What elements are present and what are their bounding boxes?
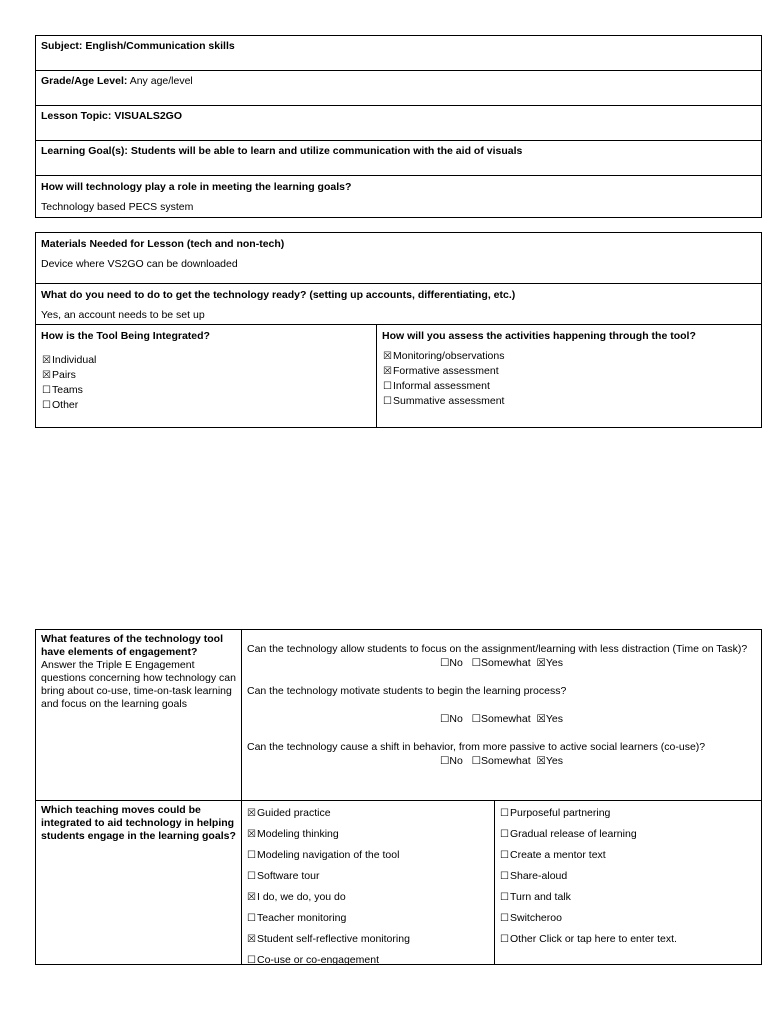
engagement-options-3 xyxy=(247,754,756,769)
move-label: Gradual release of learning xyxy=(510,828,637,840)
move-option[interactable] xyxy=(246,887,490,908)
ready-answer: Yes, an account needs to be set up xyxy=(41,309,205,321)
checkbox-icon: ☐ xyxy=(247,871,256,882)
checkbox-icon: ☐ xyxy=(500,808,509,819)
checkbox-icon: ☐ xyxy=(500,913,509,924)
option-yes[interactable]: ☒Yes xyxy=(536,755,564,767)
move-label: Purposeful partnering xyxy=(510,807,611,819)
checkbox-icon: ☐ xyxy=(247,913,256,924)
move-option[interactable] xyxy=(499,824,757,845)
goal-row xyxy=(36,141,761,176)
move-label: Share-aloud xyxy=(510,870,568,882)
move-option[interactable] xyxy=(246,950,490,971)
move-label: Other Click or tap here to enter text. xyxy=(510,933,677,945)
engagement-options-1 xyxy=(247,656,756,671)
checkbox-icon: ☒ xyxy=(247,808,256,819)
checkbox-icon: ☒ xyxy=(383,351,392,362)
integration-option[interactable] xyxy=(41,353,371,368)
option-yes[interactable]: ☒Yes xyxy=(536,657,564,669)
move-label: Software tour xyxy=(257,870,320,882)
grade-row xyxy=(36,71,761,106)
ready-question: What do you need to do to get the technology ready? (setting up accounts, differentiating, etc.) xyxy=(41,289,516,301)
grade-value: Any age/level xyxy=(129,75,193,87)
goal-label: Learning Goal(s): xyxy=(41,145,128,157)
move-option[interactable] xyxy=(246,824,490,845)
engagement-table xyxy=(35,629,762,965)
move-option[interactable] xyxy=(499,866,757,887)
move-label: I do, we do, you do xyxy=(257,891,346,903)
ready-row xyxy=(36,284,761,325)
move-label: Co-use or co-engagement xyxy=(257,954,379,966)
engagement-row xyxy=(36,630,761,801)
option-somewhat[interactable]: ☐Somewhat xyxy=(471,713,531,725)
checkbox-icon: ☐ xyxy=(247,850,256,861)
topic-value: VISUALS2GO xyxy=(114,110,183,122)
checkbox-icon: ☒ xyxy=(42,370,51,381)
checkbox-icon: ☒ xyxy=(247,829,256,840)
option-label: Informal assessment xyxy=(393,380,490,392)
engagement-options-2 xyxy=(247,712,756,727)
engagement-note: Answer the Triple E Engagement questions concerning how technology can bring about co-use, time-on-task learning and focus on the learning goals xyxy=(41,659,236,710)
tech-role-answer: Technology based PECS system xyxy=(41,201,194,213)
teaching-moves-question: Which teaching moves could be integrated to aid technology in helping students engage in the learning goals? xyxy=(41,804,236,842)
move-option[interactable] xyxy=(499,803,757,824)
lesson-info-table xyxy=(35,35,762,218)
engagement-prompt-cell xyxy=(36,630,242,800)
move-option[interactable] xyxy=(246,908,490,929)
move-option[interactable] xyxy=(499,908,757,929)
checkbox-icon: ☐ xyxy=(500,934,509,945)
integration-option[interactable] xyxy=(41,383,371,398)
move-option[interactable] xyxy=(246,866,490,887)
move-label: Student self-reflective monitoring xyxy=(257,933,410,945)
checkbox-icon: ☐ xyxy=(383,381,392,392)
checkbox-icon: ☐ xyxy=(500,892,509,903)
tech-role-row xyxy=(36,176,761,217)
move-option[interactable] xyxy=(499,845,757,866)
move-label: Guided practice xyxy=(257,807,331,819)
move-label: Switcheroo xyxy=(510,912,562,924)
engagement-question-2: Can the technology motivate students to begin the learning process? xyxy=(247,685,567,697)
option-label: Teams xyxy=(52,384,83,396)
option-label: Pairs xyxy=(52,369,76,381)
checkbox-icon: ☐ xyxy=(500,850,509,861)
option-no[interactable]: ☐No xyxy=(439,713,463,725)
move-option[interactable] xyxy=(499,887,757,908)
teaching-moves-left xyxy=(242,801,495,965)
checkbox-icon: ☐ xyxy=(247,955,256,966)
teaching-moves-right xyxy=(495,801,761,965)
materials-table xyxy=(35,232,762,428)
move-option[interactable] xyxy=(499,929,757,950)
option-label: Formative assessment xyxy=(393,365,499,377)
checkbox-icon: ☒ xyxy=(247,892,256,903)
option-label: Monitoring/observations xyxy=(393,350,505,362)
engagement-question-1: Can the technology allow students to focus on the assignment/learning with less distraction (Time on Task)? xyxy=(247,643,748,655)
integration-assessment-row xyxy=(36,325,761,427)
move-option[interactable] xyxy=(246,845,490,866)
checkbox-icon: ☐ xyxy=(42,400,51,411)
engagement-answers-cell xyxy=(242,630,761,800)
assessment-question: How will you assess the activities happening through the tool? xyxy=(382,330,696,342)
materials-question: Materials Needed for Lesson (tech and non-tech) xyxy=(41,238,285,250)
engagement-question-3: Can the technology cause a shift in behavior, from more passive to active social learners (co-use)? xyxy=(247,741,706,753)
move-option[interactable] xyxy=(246,929,490,950)
assessment-option[interactable] xyxy=(382,364,756,379)
engagement-question: What features of the technology tool have elements of engagement? xyxy=(41,633,224,658)
checkbox-icon: ☐ xyxy=(383,396,392,407)
checkbox-icon: ☒ xyxy=(247,934,256,945)
subject-row xyxy=(36,36,761,71)
integration-question: How is the Tool Being Integrated? xyxy=(41,330,210,342)
move-label: Turn and talk xyxy=(510,891,571,903)
topic-label: Lesson Topic: xyxy=(41,110,112,122)
grade-label: Grade/Age Level: xyxy=(41,75,128,87)
checkbox-icon: ☐ xyxy=(500,871,509,882)
topic-row xyxy=(36,106,761,141)
materials-answer: Device where VS2GO can be downloaded xyxy=(41,258,238,270)
assessment-cell xyxy=(377,325,761,427)
option-label: Individual xyxy=(52,354,97,366)
goal-value: Students will be able to learn and utilize communication with the aid of visuals xyxy=(130,145,523,157)
move-label: Teacher monitoring xyxy=(257,912,347,924)
option-label: Summative assessment xyxy=(393,395,505,407)
assessment-options xyxy=(382,349,756,409)
assessment-option[interactable] xyxy=(382,379,756,394)
integration-option[interactable] xyxy=(41,398,371,413)
teaching-moves-row xyxy=(36,801,761,965)
integration-option[interactable] xyxy=(41,368,371,383)
materials-row xyxy=(36,233,761,284)
subject-label: Subject: xyxy=(41,40,83,52)
assessment-option[interactable] xyxy=(382,394,756,409)
integration-cell xyxy=(36,325,377,427)
option-no[interactable]: ☐No xyxy=(439,657,463,669)
move-label: Create a mentor text xyxy=(510,849,606,861)
teaching-moves-prompt-cell xyxy=(36,801,242,965)
move-label: Modeling navigation of the tool xyxy=(257,849,400,861)
option-no[interactable]: ☐No xyxy=(439,755,463,767)
checkbox-icon: ☐ xyxy=(500,829,509,840)
option-yes[interactable]: ☒Yes xyxy=(536,713,564,725)
option-somewhat[interactable]: ☐Somewhat xyxy=(471,755,531,767)
integration-options xyxy=(41,353,371,413)
subject-value: English/Communication skills xyxy=(85,40,235,52)
move-label: Modeling thinking xyxy=(257,828,339,840)
option-label: Other xyxy=(52,399,79,411)
move-option[interactable] xyxy=(246,803,490,824)
tech-role-question: How will technology play a role in meeting the learning goals? xyxy=(41,181,352,193)
checkbox-icon: ☒ xyxy=(42,355,51,366)
checkbox-icon: ☐ xyxy=(42,385,51,396)
assessment-option[interactable] xyxy=(382,349,756,364)
option-somewhat[interactable]: ☐Somewhat xyxy=(471,657,531,669)
checkbox-icon: ☒ xyxy=(383,366,392,377)
